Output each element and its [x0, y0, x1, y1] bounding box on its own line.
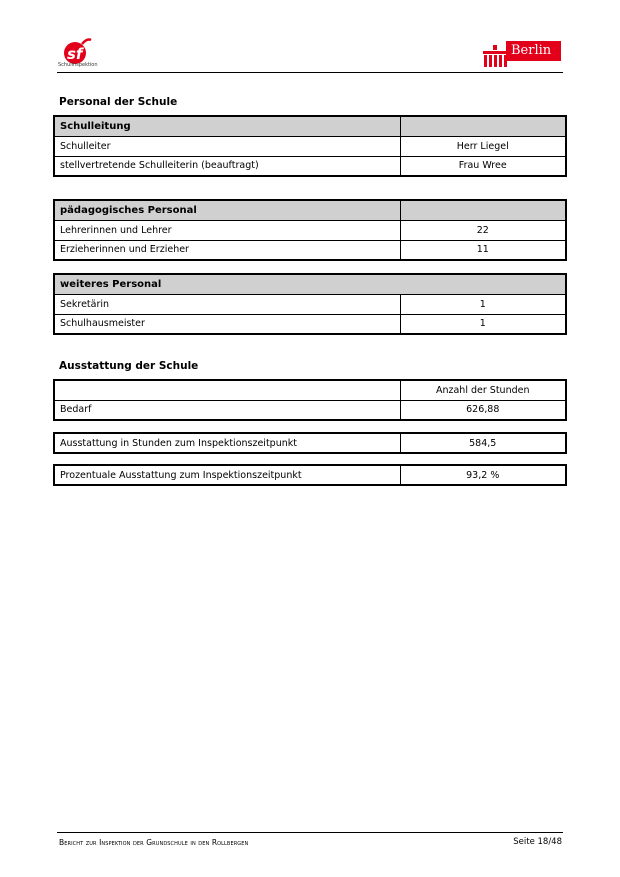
table-row [54, 433, 566, 453]
row-value: 584,5 [400, 433, 566, 453]
row-label: Bedarf [54, 400, 400, 420]
schulleitung-table [53, 115, 567, 177]
table-row [54, 400, 566, 420]
table-row [54, 465, 566, 485]
row-label: Sekretärin [54, 294, 400, 314]
row-value: Frau Wree [400, 156, 566, 176]
paedagogisch-header: pädagogisches Personal [54, 200, 400, 220]
table-row [54, 294, 566, 314]
footer-divider [57, 832, 563, 833]
table-header-row [54, 200, 566, 220]
ausstattung-prozent-table [53, 464, 567, 486]
weiteres-header: weiteres Personal [54, 274, 566, 294]
berlin-wordmark: Berlin [506, 41, 561, 61]
row-value: 93,2 % [400, 465, 566, 485]
row-label: stellvertretende Schulleiterin (beauftragt) [54, 156, 400, 176]
table-header-row [54, 116, 566, 136]
table-row [54, 220, 566, 240]
row-label: Schulleiter [54, 136, 400, 156]
row-label: Lehrerinnen und Lehrer [54, 220, 400, 240]
ausstattung-stunden-table [53, 432, 567, 454]
personal-section-title: Personal der Schule [59, 96, 178, 108]
row-label: Ausstattung in Stunden zum Inspektionszeitpunkt [54, 433, 400, 453]
ausstattung-section-title: Ausstattung der Schule [59, 360, 199, 372]
row-value: 1 [400, 314, 566, 334]
svg-text:sf: sf [67, 45, 83, 63]
page-number: Seite 18/48 [513, 837, 562, 847]
empty-header-cell [400, 116, 566, 136]
row-label: Schulhausmeister [54, 314, 400, 334]
table-header-row [54, 274, 566, 294]
table-row [54, 136, 566, 156]
header-divider [57, 72, 563, 73]
row-value: 626,88 [400, 400, 566, 420]
schulleitung-header: Schulleitung [54, 116, 400, 136]
logo-caption: Schulinspektion [58, 62, 98, 68]
empty-label-cell [54, 380, 400, 400]
row-label: Prozentuale Ausstattung zum Inspektionszeitpunkt [54, 465, 400, 485]
table-row [54, 240, 566, 260]
row-label: Erzieherinnen und Erzieher [54, 240, 400, 260]
bedarf-table [53, 379, 567, 421]
empty-header-cell [400, 200, 566, 220]
row-value: 11 [400, 240, 566, 260]
row-value: 22 [400, 220, 566, 240]
row-value: Herr Liegel [400, 136, 566, 156]
table-row [54, 314, 566, 334]
weiteres-personal-table [53, 273, 567, 335]
table-row [54, 156, 566, 176]
report-title: Bericht zur Inspektion der Grundschule in den Rollbergen [59, 838, 249, 847]
paedagogisches-personal-table [53, 199, 567, 261]
brandenburg-gate-icon [483, 45, 507, 67]
berlin-logo [483, 41, 563, 67]
row-value: 1 [400, 294, 566, 314]
stunden-column-header: Anzahl der Stunden [400, 380, 566, 400]
table-header-row [54, 380, 566, 400]
